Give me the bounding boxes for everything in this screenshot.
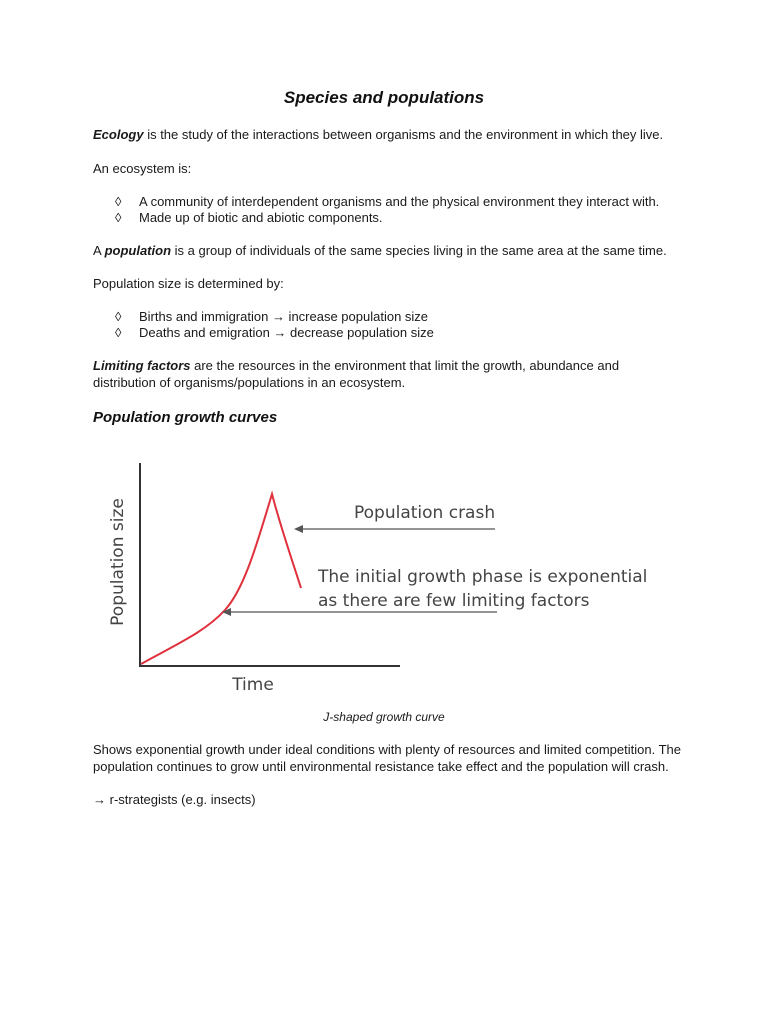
ecosystem-intro: An ecosystem is: xyxy=(93,161,192,176)
population-term: population xyxy=(104,243,172,258)
section-heading: Population growth curves xyxy=(93,409,278,426)
ecology-term: Ecology xyxy=(93,127,144,142)
bullet-text: Births and immigration → increase population size xyxy=(139,309,429,324)
population-definition-text: is a group of individuals of the same species living in the same area at the same time. xyxy=(171,243,667,258)
limiting-factors-text: are the resources in the environment that limit the growth, abundance and distribution of organisms/populations in an ecosystem. xyxy=(93,358,620,390)
crash-annotation: Population crash xyxy=(354,503,496,523)
curve-description: Shows exponential growth under ideal conditions with plenty of resources and limited competition. The population continues to grow until environmental resistance take effect and the population will crash. xyxy=(93,742,681,774)
crash-arrow-head-icon xyxy=(294,525,303,533)
population-prefix: A xyxy=(93,243,105,258)
bullet-text: A community of interdependent organisms and the physical environment they interact with. xyxy=(139,194,660,209)
initial-growth-annotation-line2: as there are few limiting factors xyxy=(318,591,590,611)
j-shaped-curve xyxy=(141,494,301,664)
initial-growth-annotation-line1: The initial growth phase is exponential xyxy=(318,567,648,587)
page-title: Species and populations xyxy=(283,88,485,107)
ecology-definition-text: is the study of the interactions between organisms and the environment in which they live. xyxy=(143,127,664,142)
x-axis-label: Time xyxy=(232,675,274,695)
diamond-bullet-icon: ◊ xyxy=(115,309,122,324)
bullet-text: Made up of biotic and abiotic components. xyxy=(139,210,383,225)
y-axis-label: Population size xyxy=(108,498,128,626)
diamond-bullet-icon: ◊ xyxy=(115,194,122,209)
strategist-note: → r-strategists (e.g. insects) xyxy=(93,792,256,807)
diamond-bullet-icon: ◊ xyxy=(115,210,122,225)
limiting-factors-term: Limiting factors xyxy=(93,358,191,373)
bullet-text: Deaths and emigration → decrease population size xyxy=(139,325,434,340)
size-intro: Population size is determined by: xyxy=(93,276,284,291)
figure-caption: J-shaped growth curve xyxy=(323,710,445,724)
diamond-bullet-icon: ◊ xyxy=(115,325,122,340)
